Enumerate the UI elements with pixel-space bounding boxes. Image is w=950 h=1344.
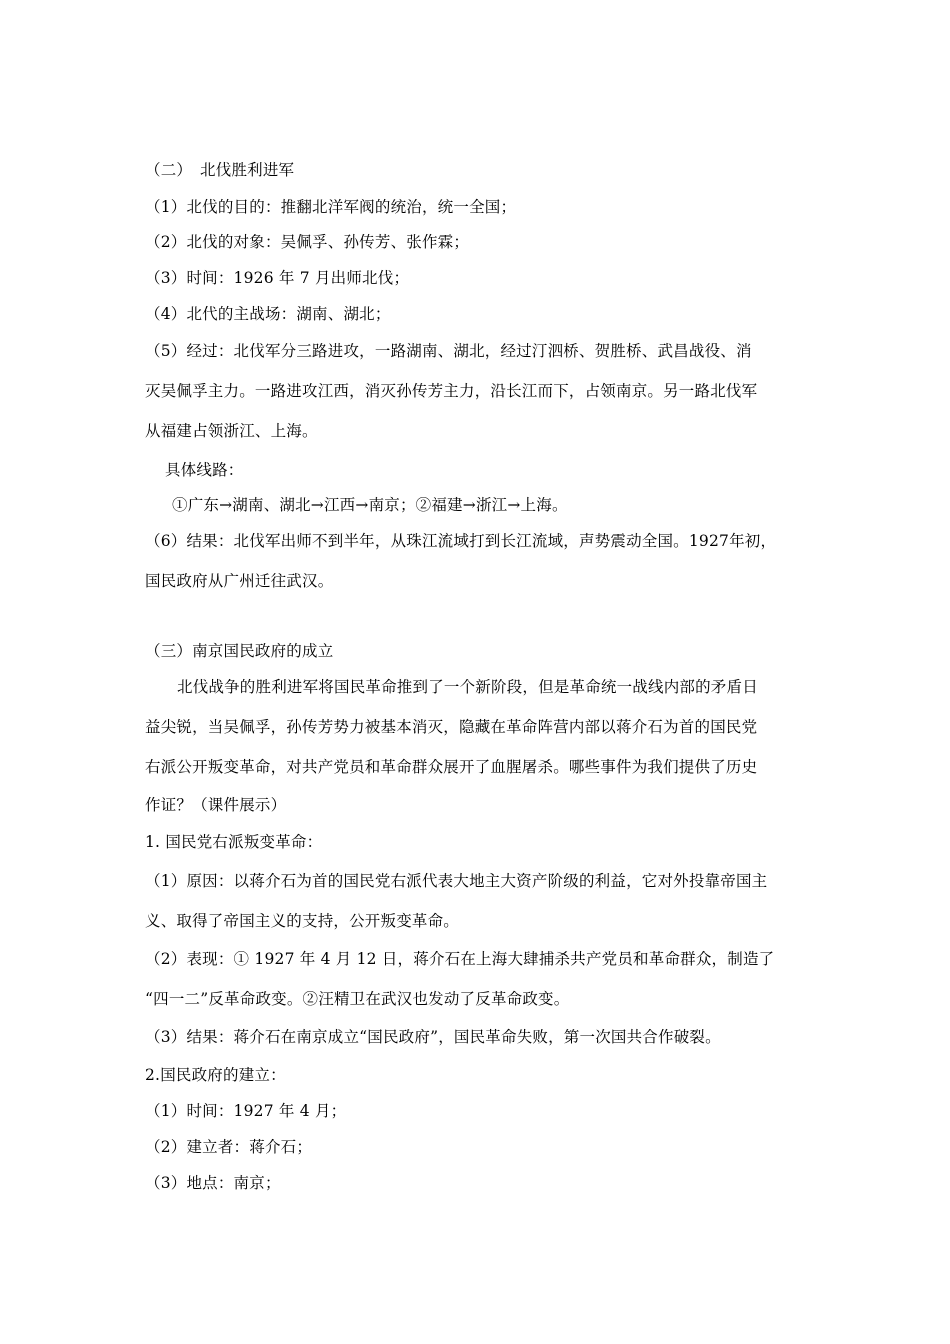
- paragraph-result-line-2: 国民政府从广州迁往武汉。: [145, 572, 334, 590]
- cause-line-1: （1）原因：以蒋介石为首的国民党右派代表大地主大资产阶级的利益，它对外投靠帝国主: [145, 872, 768, 890]
- paragraph-battlefield: （4）北代的主战场：湖南、湖北；: [145, 305, 391, 323]
- founding-time: （1）时间：1927 年 4 月；: [145, 1102, 347, 1120]
- paragraph-process-line-1: （5）经过：北伐军分三路进攻，一路湖南、湖北，经过汀泗桥、贺胜桥、武昌战役、消: [145, 342, 752, 360]
- paragraph-time: （3）时间：1926 年 7 月出师北伐；: [145, 269, 410, 287]
- manifestation-line-1: （2）表现：① 1927 年 4 月 12 日，蒋介石在上海大肆捕杀共产党员和革命群众，制造了: [145, 950, 775, 968]
- intro-line-2: 益尖锐，当吴佩孚，孙传芳势力被基本消灭，隐藏在革命阵营内部以蒋介石为首的国民党: [145, 718, 758, 736]
- paragraph-purpose: （1）北伐的目的：推翻北洋军阀的统治，统一全国；: [145, 198, 517, 216]
- paragraph-result-line-1: （6）结果：北伐军出师不到半年，从珠江流域打到长江流域，声势震动全国。1927年初，: [145, 532, 777, 550]
- intro-line-4: 作证？（课件展示）: [145, 796, 287, 814]
- subheading-right-wing-betrayal: 1. 国民党右派叛变革命：: [145, 833, 323, 851]
- section-heading-nanjing-government: （三）南京国民政府的成立: [145, 642, 334, 660]
- section-heading-northern-expedition: （二） 北伐胜利进军: [145, 161, 295, 179]
- intro-line-1: 北伐战争的胜利进军将国民革命推到了一个新阶段，但是革命统一战线内部的矛盾日: [177, 678, 758, 696]
- paragraph-process-line-3: 从福建占领浙江、上海。: [145, 422, 318, 440]
- manifestation-line-2: “四一二”反革命政变。②汪精卫在武汉也发动了反革命政变。: [145, 990, 570, 1008]
- route-detail: ①广东→湖南、湖北→江西→南京；②福建→浙江→上海。: [172, 496, 568, 514]
- founding-founder: （2）建立者：蒋介石；: [145, 1138, 313, 1156]
- cause-line-2: 义、取得了帝国主义的支持，公开叛变革命。: [145, 912, 460, 930]
- founding-location: （3）地点：南京；: [145, 1174, 281, 1192]
- subheading-government-founding: 2.国民政府的建立：: [145, 1066, 286, 1084]
- paragraph-process-line-2: 灭吴佩孚主力。一路进攻江西，消灭孙传芳主力，沿长江而下，占领南京。另一路北伐军: [145, 382, 758, 400]
- paragraph-targets: （2）北伐的对象：吴佩孚、孙传芳、张作霖；: [145, 233, 470, 251]
- intro-line-3: 右派公开叛变革命，对共产党员和革命群众展开了血腥屠杀。哪些事件为我们提供了历史: [145, 758, 758, 776]
- route-title: 具体线路：: [165, 461, 244, 479]
- outcome-line: （3）结果：蒋介石在南京成立“国民政府”，国民革命失败，第一次国共合作破裂。: [145, 1028, 721, 1046]
